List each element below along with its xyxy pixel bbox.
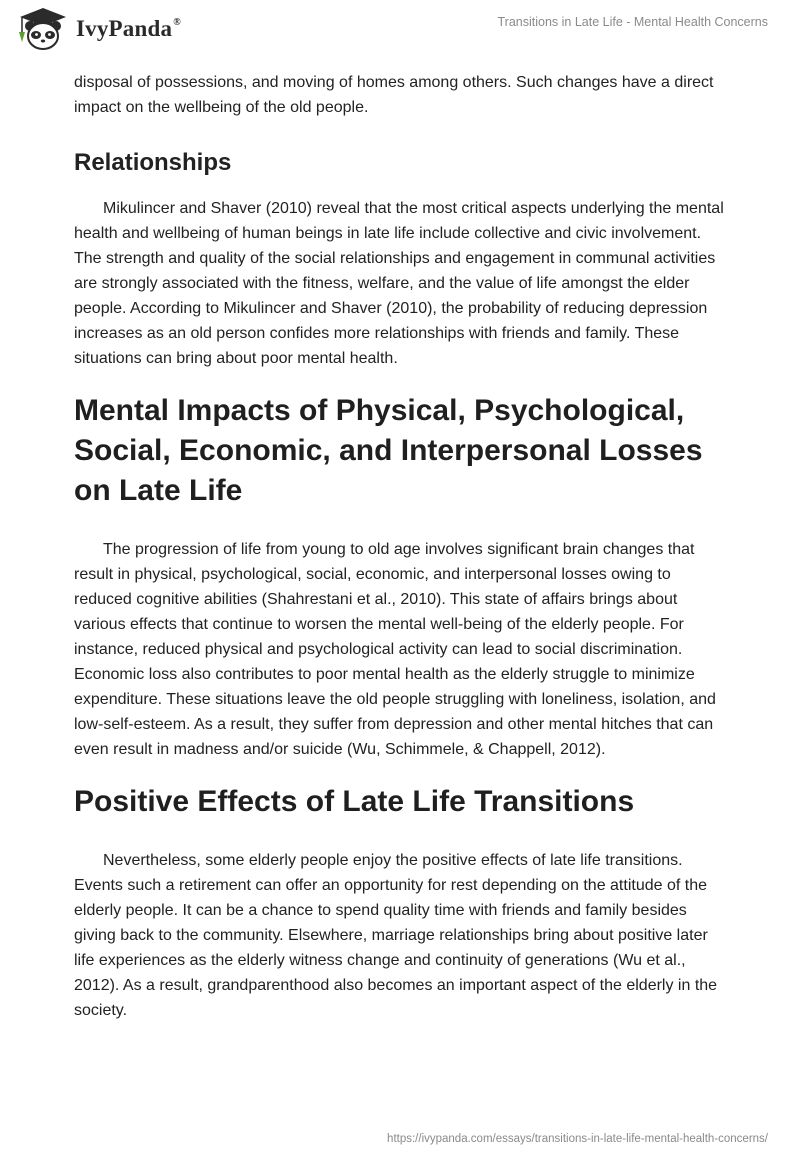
brand-name: IvyPanda®	[76, 16, 181, 41]
paragraph-relationships: Mikulincer and Shaver (2010) reveal that the most critical aspects underlying the mental health and wellbeing of human beings in late life include collective and civic involvement. The strength and quality of the social relationships and engagement in communal activities are strongly associated with the fitness, welfare, and the value of life amongst the elder people. According to Mikulincer and Shaver (2010), the probability of reducing depression increases as an old person confides more relationships with friends and family. These situations can bring about poor mental health.	[74, 200, 724, 367]
source-url-link[interactable]: https://ivypanda.com/essays/transitions-in-late-life-mental-health-concerns/	[387, 1133, 768, 1145]
heading-positive-effects: Positive Effects of Late Life Transitions	[74, 785, 635, 818]
paragraph-mental-impacts: The progression of life from young to old age involves significant brain changes that result in physical, psychological, social, economic, and interpersonal losses owing to reduced cognitive abilities (Shahrestani et al., 2010). This state of affairs brings about various effects that continue to worsen the mental well-being of the elderly people. For instance, reduced physical and psychological activity can lead to social discrimination. Economic loss also contributes to poor mental health as the elderly struggle to minimize expenditure. These situations leave the old people struggling with loneliness, isolation, and low-self-esteem. As a result, they suffer from depression and other mental hitches that can even result in madness and/or suicide (Wu, Schimmele, & Chappell, 2012).	[74, 541, 716, 758]
intro-paragraph: disposal of possessions, and moving of homes among others. Such changes have a direct impact on the wellbeing of the old people.	[74, 74, 714, 116]
paragraph-positive-effects: Nevertheless, some elderly people enjoy the positive effects of late life transitions. Events such a retirement can offer an opportunity for rest depending on the attitude of the elderly people. It can be a chance to spend quality time with friends and family besides giving back to the community. Elsewhere, marriage relationships bring about positive later life experiences as the elderly witness change and continuity of generations (Wu et al., 2012). As a result, grandparenthood also becomes an important aspect of the elderly in the society.	[74, 852, 718, 1019]
heading-mental-impacts: Mental Impacts of Physical, Psychological, Social, Economic, and Interpersonal Losses on Late Life	[74, 394, 703, 507]
heading-relationships: Relationships	[74, 149, 232, 176]
panda-graduate-icon	[14, 6, 72, 50]
registered-mark: ®	[173, 17, 181, 28]
essay-body	[74, 70, 729, 1023]
ivypanda-logo[interactable]	[14, 6, 181, 50]
document-title: Transitions in Late Life - Mental Health Concerns	[497, 15, 768, 29]
